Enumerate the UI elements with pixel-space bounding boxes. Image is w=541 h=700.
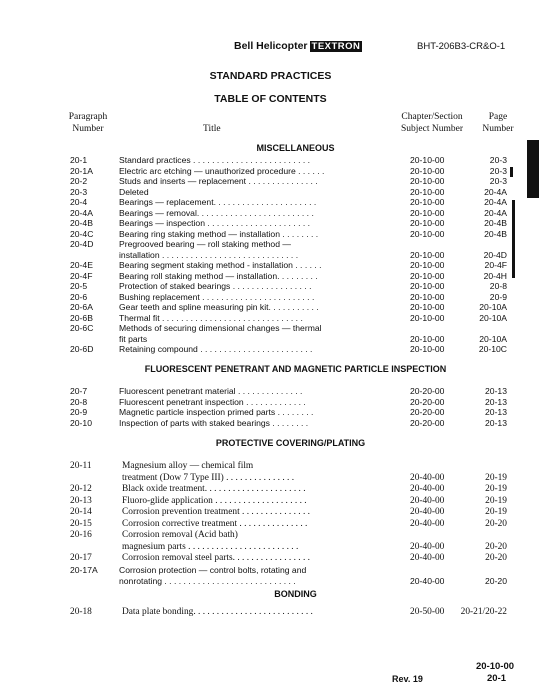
toc-row bbox=[0, 607, 541, 619]
entry-title: Inspection of parts with staked bearings . . . . . . . . bbox=[119, 417, 309, 428]
chapter-section: 20-10-00 bbox=[410, 344, 445, 354]
paragraph-number: 20-5 bbox=[70, 281, 88, 291]
chapter-section: 20-10-00 bbox=[410, 249, 445, 260]
paragraph-number: 20-9 bbox=[70, 407, 88, 417]
toc-row bbox=[0, 542, 541, 554]
col-paragraph-line2: Number bbox=[72, 124, 104, 134]
entry-title: Black oxide treatment. . . . . . . . . . . . . . . . . . . . . . bbox=[122, 484, 306, 494]
col-paragraph bbox=[63, 111, 113, 135]
footer-revision: Rev. 19 bbox=[392, 674, 423, 684]
page-subtitle: TABLE OF CONTENTS bbox=[214, 93, 327, 105]
entry-title: Corrosion removal steel parts. . . . . . . . . . . . . . . . . bbox=[122, 553, 310, 563]
entry-title: Retaining compound . . . . . . . . . . . . . . . . . . . . . . . . bbox=[119, 344, 313, 354]
page-number: 20-4A bbox=[484, 197, 507, 207]
entry-title: Pregrooved bearing — roll staking method — bbox=[119, 239, 291, 249]
entry-title: Corrosion protection — control bolts, rotating and bbox=[119, 564, 307, 575]
chapter-section: 20-10-00 bbox=[410, 176, 445, 186]
entry-title: Deleted bbox=[119, 186, 149, 197]
paragraph-number: 20-7 bbox=[70, 386, 88, 396]
col-chapter bbox=[392, 111, 472, 135]
chapter-section: 20-10-00 bbox=[410, 302, 445, 312]
paragraph-number: 20-4 bbox=[70, 197, 88, 207]
page-number: 20-4D bbox=[483, 249, 507, 260]
paragraph-number: 20-1A bbox=[70, 165, 93, 176]
page-number: 20-13 bbox=[485, 396, 507, 407]
paragraph-number: 20-13 bbox=[70, 495, 92, 506]
paragraph-number: 20-1 bbox=[70, 155, 88, 165]
entry-title: Fluoro-glide application . . . . . . . . . . . . . . . . . . . . bbox=[122, 495, 307, 506]
chapter-section: 20-40-00 bbox=[410, 553, 445, 563]
page-number: 20-10C bbox=[478, 344, 507, 354]
change-bar bbox=[510, 167, 513, 177]
toc-row bbox=[0, 344, 541, 356]
toc-row bbox=[0, 473, 541, 485]
chapter-section: 20-20-00 bbox=[410, 386, 445, 396]
page-number: 20-20 bbox=[485, 518, 507, 529]
chapter-section: 20-10-00 bbox=[410, 312, 445, 323]
toc-row bbox=[0, 565, 541, 577]
section-bonding: BONDING bbox=[274, 589, 317, 599]
toc-row bbox=[0, 576, 541, 588]
page-number: 20-10A bbox=[479, 312, 507, 323]
paragraph-number: 20-15 bbox=[70, 518, 92, 529]
chapter-section: 20-10-00 bbox=[410, 333, 445, 344]
entry-title: Bearings — removal. . . . . . . . . . . . . . . . . . . . . . . . . bbox=[119, 207, 314, 218]
paragraph-number: 20-14 bbox=[70, 507, 92, 517]
page-number: 20-19 bbox=[485, 507, 507, 517]
paragraph-number: 20-3 bbox=[70, 186, 88, 197]
paragraph-number: 20-17A bbox=[70, 564, 98, 575]
entry-title: Bearings — inspection . . . . . . . . . . . . . . . . . . . . . . bbox=[119, 218, 311, 228]
page-number: 20-10A bbox=[479, 333, 507, 344]
paragraph-number: 20-6C bbox=[70, 323, 94, 333]
chapter-section: 20-40-00 bbox=[410, 518, 445, 529]
chapter-section: 20-20-00 bbox=[410, 407, 445, 417]
section-protective: PROTECTIVE COVERING/PLATING bbox=[215, 438, 366, 448]
entry-title: Fluorescent penetrant material . . . . . . . . . . . . . . bbox=[119, 386, 303, 396]
paragraph-number: 20-8 bbox=[70, 396, 88, 407]
paragraph-number: 20-12 bbox=[70, 484, 92, 494]
page-number: 20-4B bbox=[484, 228, 507, 239]
page-number: 20-4F bbox=[484, 260, 507, 270]
toc-row bbox=[0, 418, 541, 430]
paragraph-number: 20-6 bbox=[70, 291, 88, 302]
page-number: 20-3 bbox=[489, 155, 507, 165]
change-bar bbox=[512, 200, 515, 278]
col-chapter-line2: Subject Number bbox=[400, 124, 463, 134]
entry-title: Bearing segment staking method - installation . . . . . . bbox=[119, 260, 322, 270]
page-number: 20-21/20-22 bbox=[460, 607, 507, 617]
chapter-section: 20-40-00 bbox=[410, 484, 445, 494]
entry-title: Magnetic particle inspection primed parts . . . . . . . . bbox=[119, 407, 314, 417]
page-number: 20-4A bbox=[484, 186, 507, 197]
chapter-section: 20-10-00 bbox=[410, 207, 445, 218]
page-number: 20-3 bbox=[489, 165, 507, 176]
page-number: 20-20 bbox=[485, 576, 507, 586]
entry-title: Bearing ring staking method — installation . . . . . . . . bbox=[119, 228, 319, 239]
entry-title: Bearings — replacement. . . . . . . . . . . . . . . . . . . . . . bbox=[119, 197, 317, 207]
entry-title: Data plate bonding. . . . . . . . . . . . . . . . . . . . . . . . . . bbox=[122, 607, 313, 617]
entry-title: Protection of staked bearings . . . . . . . . . . . . . . . . . bbox=[119, 281, 312, 291]
chapter-section: 20-20-00 bbox=[410, 417, 445, 428]
chapter-section: 20-40-00 bbox=[410, 472, 445, 483]
page-number: 20-20 bbox=[485, 541, 507, 552]
chapter-section: 20-10-00 bbox=[410, 270, 445, 281]
paragraph-number: 20-11 bbox=[70, 461, 92, 471]
page-number: 20-20 bbox=[485, 553, 507, 563]
paragraph-number: 20-18 bbox=[70, 607, 92, 617]
paragraph-number: 20-4D bbox=[70, 239, 94, 249]
paragraph-number: 20-6D bbox=[70, 344, 94, 354]
paragraph-number: 20-16 bbox=[70, 530, 92, 540]
paragraph-number: 20-4F bbox=[70, 270, 93, 281]
paragraph-number: 20-4A bbox=[70, 207, 93, 218]
toc-row bbox=[0, 496, 541, 508]
entry-title: Corrosion corrective treatment . . . . . . . . . . . . . . . bbox=[122, 518, 308, 529]
page-number: 20-13 bbox=[485, 407, 507, 417]
toc-row bbox=[0, 530, 541, 542]
footer-chapter: 20-10-00 bbox=[476, 661, 515, 672]
chapter-section: 20-10-00 bbox=[410, 281, 445, 291]
chapter-section: 20-10-00 bbox=[410, 197, 445, 207]
brand-name: Bell Helicopter bbox=[234, 40, 308, 52]
chapter-section: 20-10-00 bbox=[410, 291, 445, 302]
textron-logo: TEXTRON bbox=[311, 41, 361, 52]
col-page-line2: Number bbox=[482, 124, 514, 134]
paragraph-number: 20-6A bbox=[70, 302, 93, 312]
toc-row bbox=[0, 484, 541, 496]
chapter-section: 20-40-00 bbox=[410, 507, 445, 517]
page-title: STANDARD PRACTICES bbox=[209, 70, 332, 82]
toc-row bbox=[0, 507, 541, 519]
entry-title: Magnesium alloy — chemical film bbox=[122, 461, 254, 471]
entry-title: nonrotating . . . . . . . . . . . . . . . . . . . . . . . . . . . . bbox=[119, 576, 296, 586]
section-fluorescent: FLUORESCENT PENETRANT AND MAGNETIC PARTICLE INSPECTION bbox=[144, 364, 447, 374]
entry-title: Fluorescent penetrant inspection . . . . . . . . . . . . . bbox=[119, 396, 306, 407]
paragraph-number: 20-10 bbox=[70, 417, 92, 428]
page-number: 20-9 bbox=[489, 291, 507, 302]
chapter-section: 20-10-00 bbox=[410, 155, 445, 165]
entry-title: treatment (Dow 7 Type III) . . . . . . . . . . . . . . . bbox=[122, 472, 295, 483]
entry-title: Corrosion removal (Acid bath) bbox=[122, 530, 238, 540]
doc-number: BHT-206B3-CR&O-1 bbox=[417, 41, 506, 52]
col-title: Title bbox=[203, 124, 221, 134]
col-paragraph-line1: Paragraph bbox=[68, 112, 108, 122]
page-number: 20-8 bbox=[489, 281, 507, 291]
page-number: 20-3 bbox=[489, 176, 507, 186]
page-number: 20-13 bbox=[485, 417, 507, 428]
chapter-section: 20-10-00 bbox=[410, 228, 445, 239]
col-page-line1: Page bbox=[488, 112, 508, 122]
toc-row bbox=[0, 519, 541, 531]
entry-title: Standard practices . . . . . . . . . . . . . . . . . . . . . . . . . bbox=[119, 155, 311, 165]
chapter-section: 20-10-00 bbox=[410, 186, 445, 197]
page-number: 20-4A bbox=[484, 207, 507, 218]
chapter-section: 20-40-00 bbox=[410, 541, 445, 552]
page-number: 20-19 bbox=[485, 484, 507, 494]
paragraph-number: 20-4E bbox=[70, 260, 93, 270]
footer-page: 20-1 bbox=[487, 673, 507, 684]
entry-title: fit parts bbox=[119, 333, 148, 344]
entry-title: magnesium parts . . . . . . . . . . . . . . . . . . . . . . . . bbox=[122, 541, 299, 552]
chapter-section: 20-10-00 bbox=[410, 218, 445, 228]
entry-title: Gear teeth and spline measuring pin kit. . . . . . . . . . . bbox=[119, 302, 319, 312]
entry-title: Corrosion prevention treatment . . . . . . . . . . . . . . . bbox=[122, 507, 310, 517]
page-number: 20-4B bbox=[484, 218, 507, 228]
section-miscellaneous: MISCELLANEOUS bbox=[256, 143, 335, 153]
entry-title: installation . . . . . . . . . . . . . . . . . . . . . . . . . . . . . bbox=[119, 249, 299, 260]
toc-row bbox=[0, 461, 541, 473]
paragraph-number: 20-4C bbox=[70, 228, 94, 239]
entry-title: Bushing replacement . . . . . . . . . . . . . . . . . . . . . . . . bbox=[119, 291, 315, 302]
chapter-section: 20-10-00 bbox=[410, 165, 445, 176]
chapter-section: 20-50-00 bbox=[410, 607, 445, 617]
entry-title: Thermal fit . . . . . . . . . . . . . . . . . . . . . . . . . . . . . . bbox=[119, 312, 303, 323]
page-number: 20-13 bbox=[485, 386, 507, 396]
col-page bbox=[478, 111, 518, 135]
page-number: 20-10A bbox=[479, 302, 507, 312]
page-number: 20-19 bbox=[485, 472, 507, 483]
entry-title: Studs and inserts — replacement . . . . . . . . . . . . . . . bbox=[119, 176, 318, 186]
chapter-section: 20-10-00 bbox=[410, 260, 445, 270]
paragraph-number: 20-17 bbox=[70, 553, 92, 563]
change-bar-tab bbox=[527, 140, 539, 198]
toc-row bbox=[0, 553, 541, 565]
chapter-section: 20-20-00 bbox=[410, 396, 445, 407]
paragraph-number: 20-6B bbox=[70, 312, 93, 323]
col-chapter-line1: Chapter/Section bbox=[401, 112, 463, 122]
entry-title: Electric arc etching — unauthorized procedure . . . . . . bbox=[119, 165, 325, 176]
brand-logo bbox=[234, 40, 362, 52]
entry-title: Methods of securing dimensional changes — thermal bbox=[119, 323, 322, 333]
entry-title: Bearing roll staking method — installation. . . . . . . . . bbox=[119, 270, 318, 281]
page-number: 20-4H bbox=[483, 270, 507, 281]
page-number: 20-19 bbox=[485, 495, 507, 506]
paragraph-number: 20-2 bbox=[70, 176, 88, 186]
chapter-section: 20-40-00 bbox=[410, 576, 445, 586]
paragraph-number: 20-4B bbox=[70, 218, 93, 228]
chapter-section: 20-40-00 bbox=[410, 495, 445, 506]
